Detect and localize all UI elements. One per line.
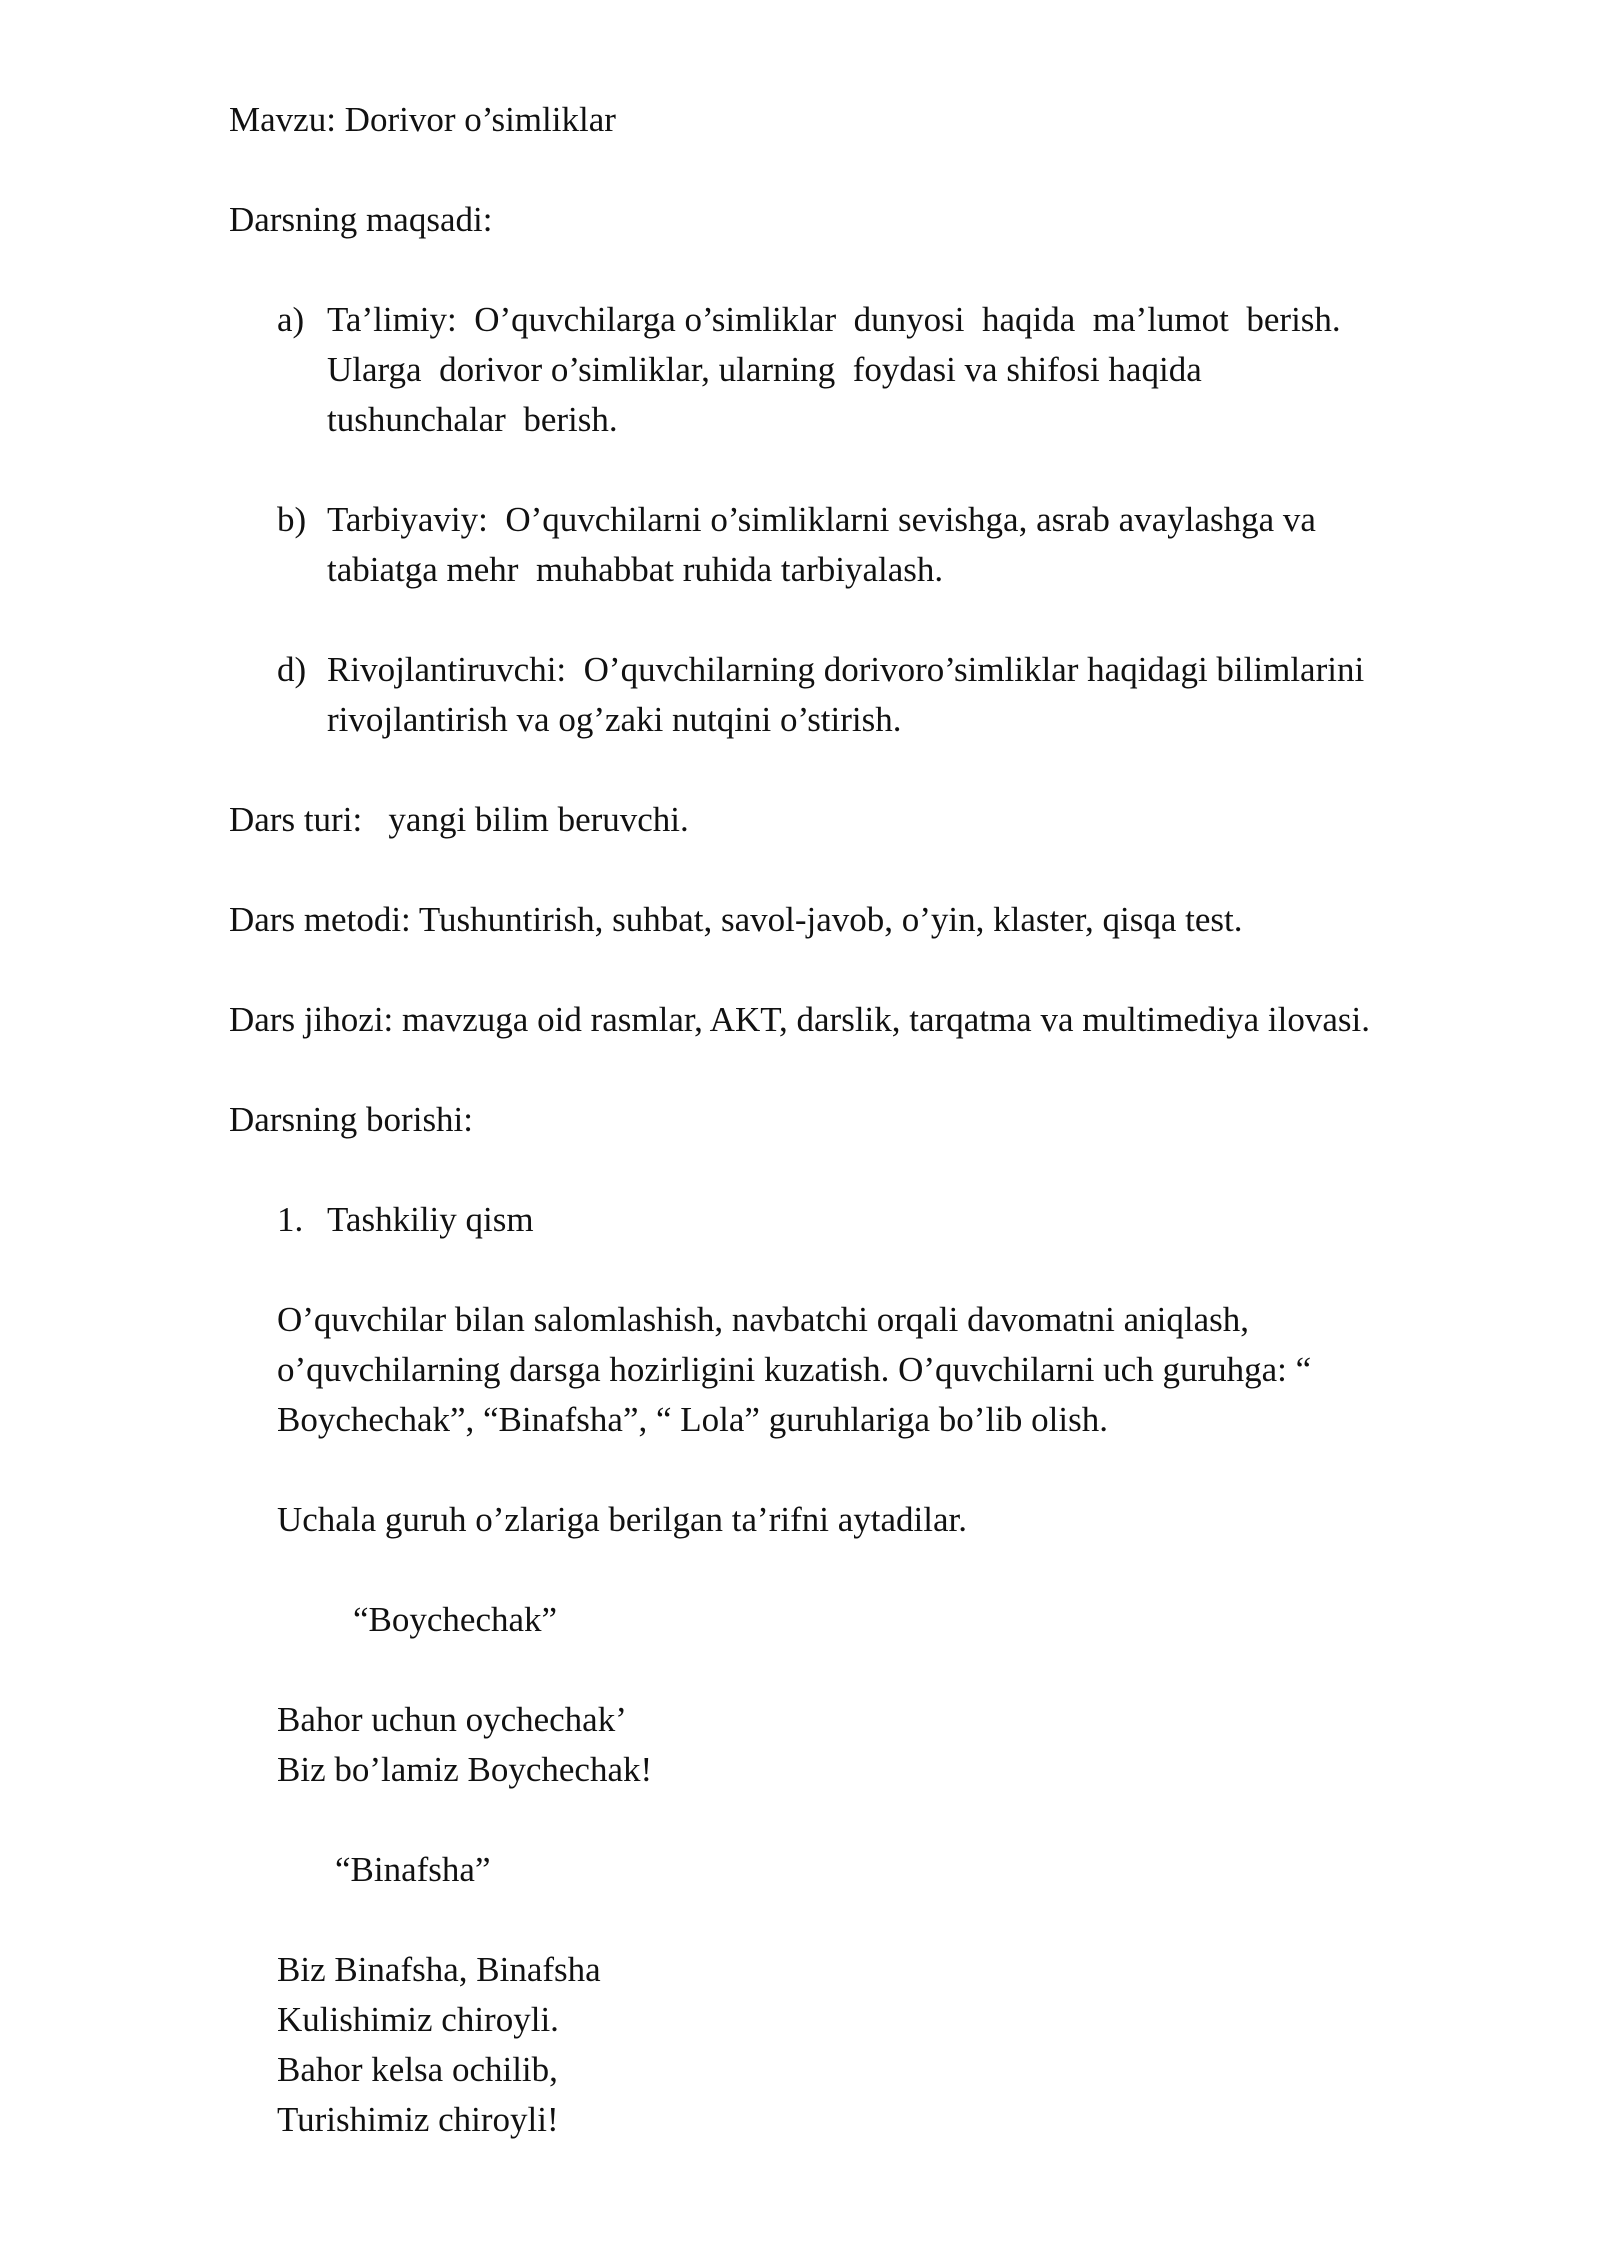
lesson-equipment-line: Dars jihozi: mavzuga oid rasmlar, AKT, darslik, tarqatma va multimediya ilovasi.: [229, 1000, 1370, 1039]
section-1-paragraph-line-1: O’quvchilar bilan salomlashish, navbatchi orqali davomatni aniqlash,: [277, 1300, 1249, 1339]
topic-line: Mavzu: Dorivor o’simliklar: [229, 100, 616, 139]
section-1-title: Tashkiliy qism: [327, 1200, 534, 1239]
section-1-marker: 1.: [277, 1200, 304, 1239]
goal-b-line-2: tabiatga mehr muhabbat ruhida tarbiyalash.: [327, 550, 944, 589]
group-binafsha-verse-line-1: Biz Binafsha, Binafsha: [277, 1950, 601, 1989]
goals-heading: Darsning maqsadi:: [229, 200, 493, 239]
section-1-paragraph-line-2: o’quvchilarning darsga hozirligini kuzatish. O’quvchilarni uch guruhga: “: [277, 1350, 1312, 1389]
goal-marker-a: a): [277, 300, 305, 339]
goal-marker-d: d): [277, 650, 307, 689]
section-1-paragraph-line-3: Boychechak”, “Binafsha”, “ Lola” guruhlariga bo’lib olish.: [277, 1400, 1108, 1439]
lesson-method-line: Dars metodi: Tushuntirish, suhbat, savol-javob, o’yin, klaster, qisqa test.: [229, 900, 1243, 939]
group-boychechak-name: “Boychechak”: [353, 1600, 558, 1639]
lesson-progress-heading: Darsning borishi:: [229, 1100, 474, 1139]
group-boychechak-verse-line-1: Bahor uchun oychechak’: [277, 1700, 627, 1739]
goal-a-line-3: tushunchalar berish.: [327, 400, 618, 439]
goal-d-line-2: rivojlantirish va og’zaki nutqini o’stirish.: [327, 700, 902, 739]
group-binafsha-verse-line-4: Turishimiz chiroyli!: [277, 2100, 559, 2139]
group-binafsha-verse-line-3: Bahor kelsa ochilib,: [277, 2050, 558, 2089]
goal-marker-b: b): [277, 500, 307, 539]
group-binafsha-name: “Binafsha”: [335, 1850, 491, 1889]
group-boychechak-verse-line-2: Biz bo’lamiz Boychechak!: [277, 1750, 653, 1789]
goal-d-line-1: Rivojlantiruvchi: O’quvchilarning dorivoro’simliklar haqidagi bilimlarini: [327, 650, 1365, 689]
groups-intro-line: Uchala guruh o’zlariga berilgan ta’rifni aytadilar.: [277, 1500, 967, 1539]
goal-a-line-2: Ularga dorivor o’simliklar, ularning foydasi va shifosi haqida: [327, 350, 1202, 389]
group-binafsha-verse-line-2: Kulishimiz chiroyli.: [277, 2000, 559, 2039]
goal-a-line-1: Ta’limiy: O’quvchilarga o’simliklar dunyosi haqida ma’lumot berish.: [327, 300, 1341, 339]
goal-b-line-1: Tarbiyaviy: O’quvchilarni o’simliklarni sevishga, asrab avaylashga va: [327, 500, 1316, 539]
lesson-type-line: Dars turi: yangi bilim beruvchi.: [229, 800, 689, 839]
